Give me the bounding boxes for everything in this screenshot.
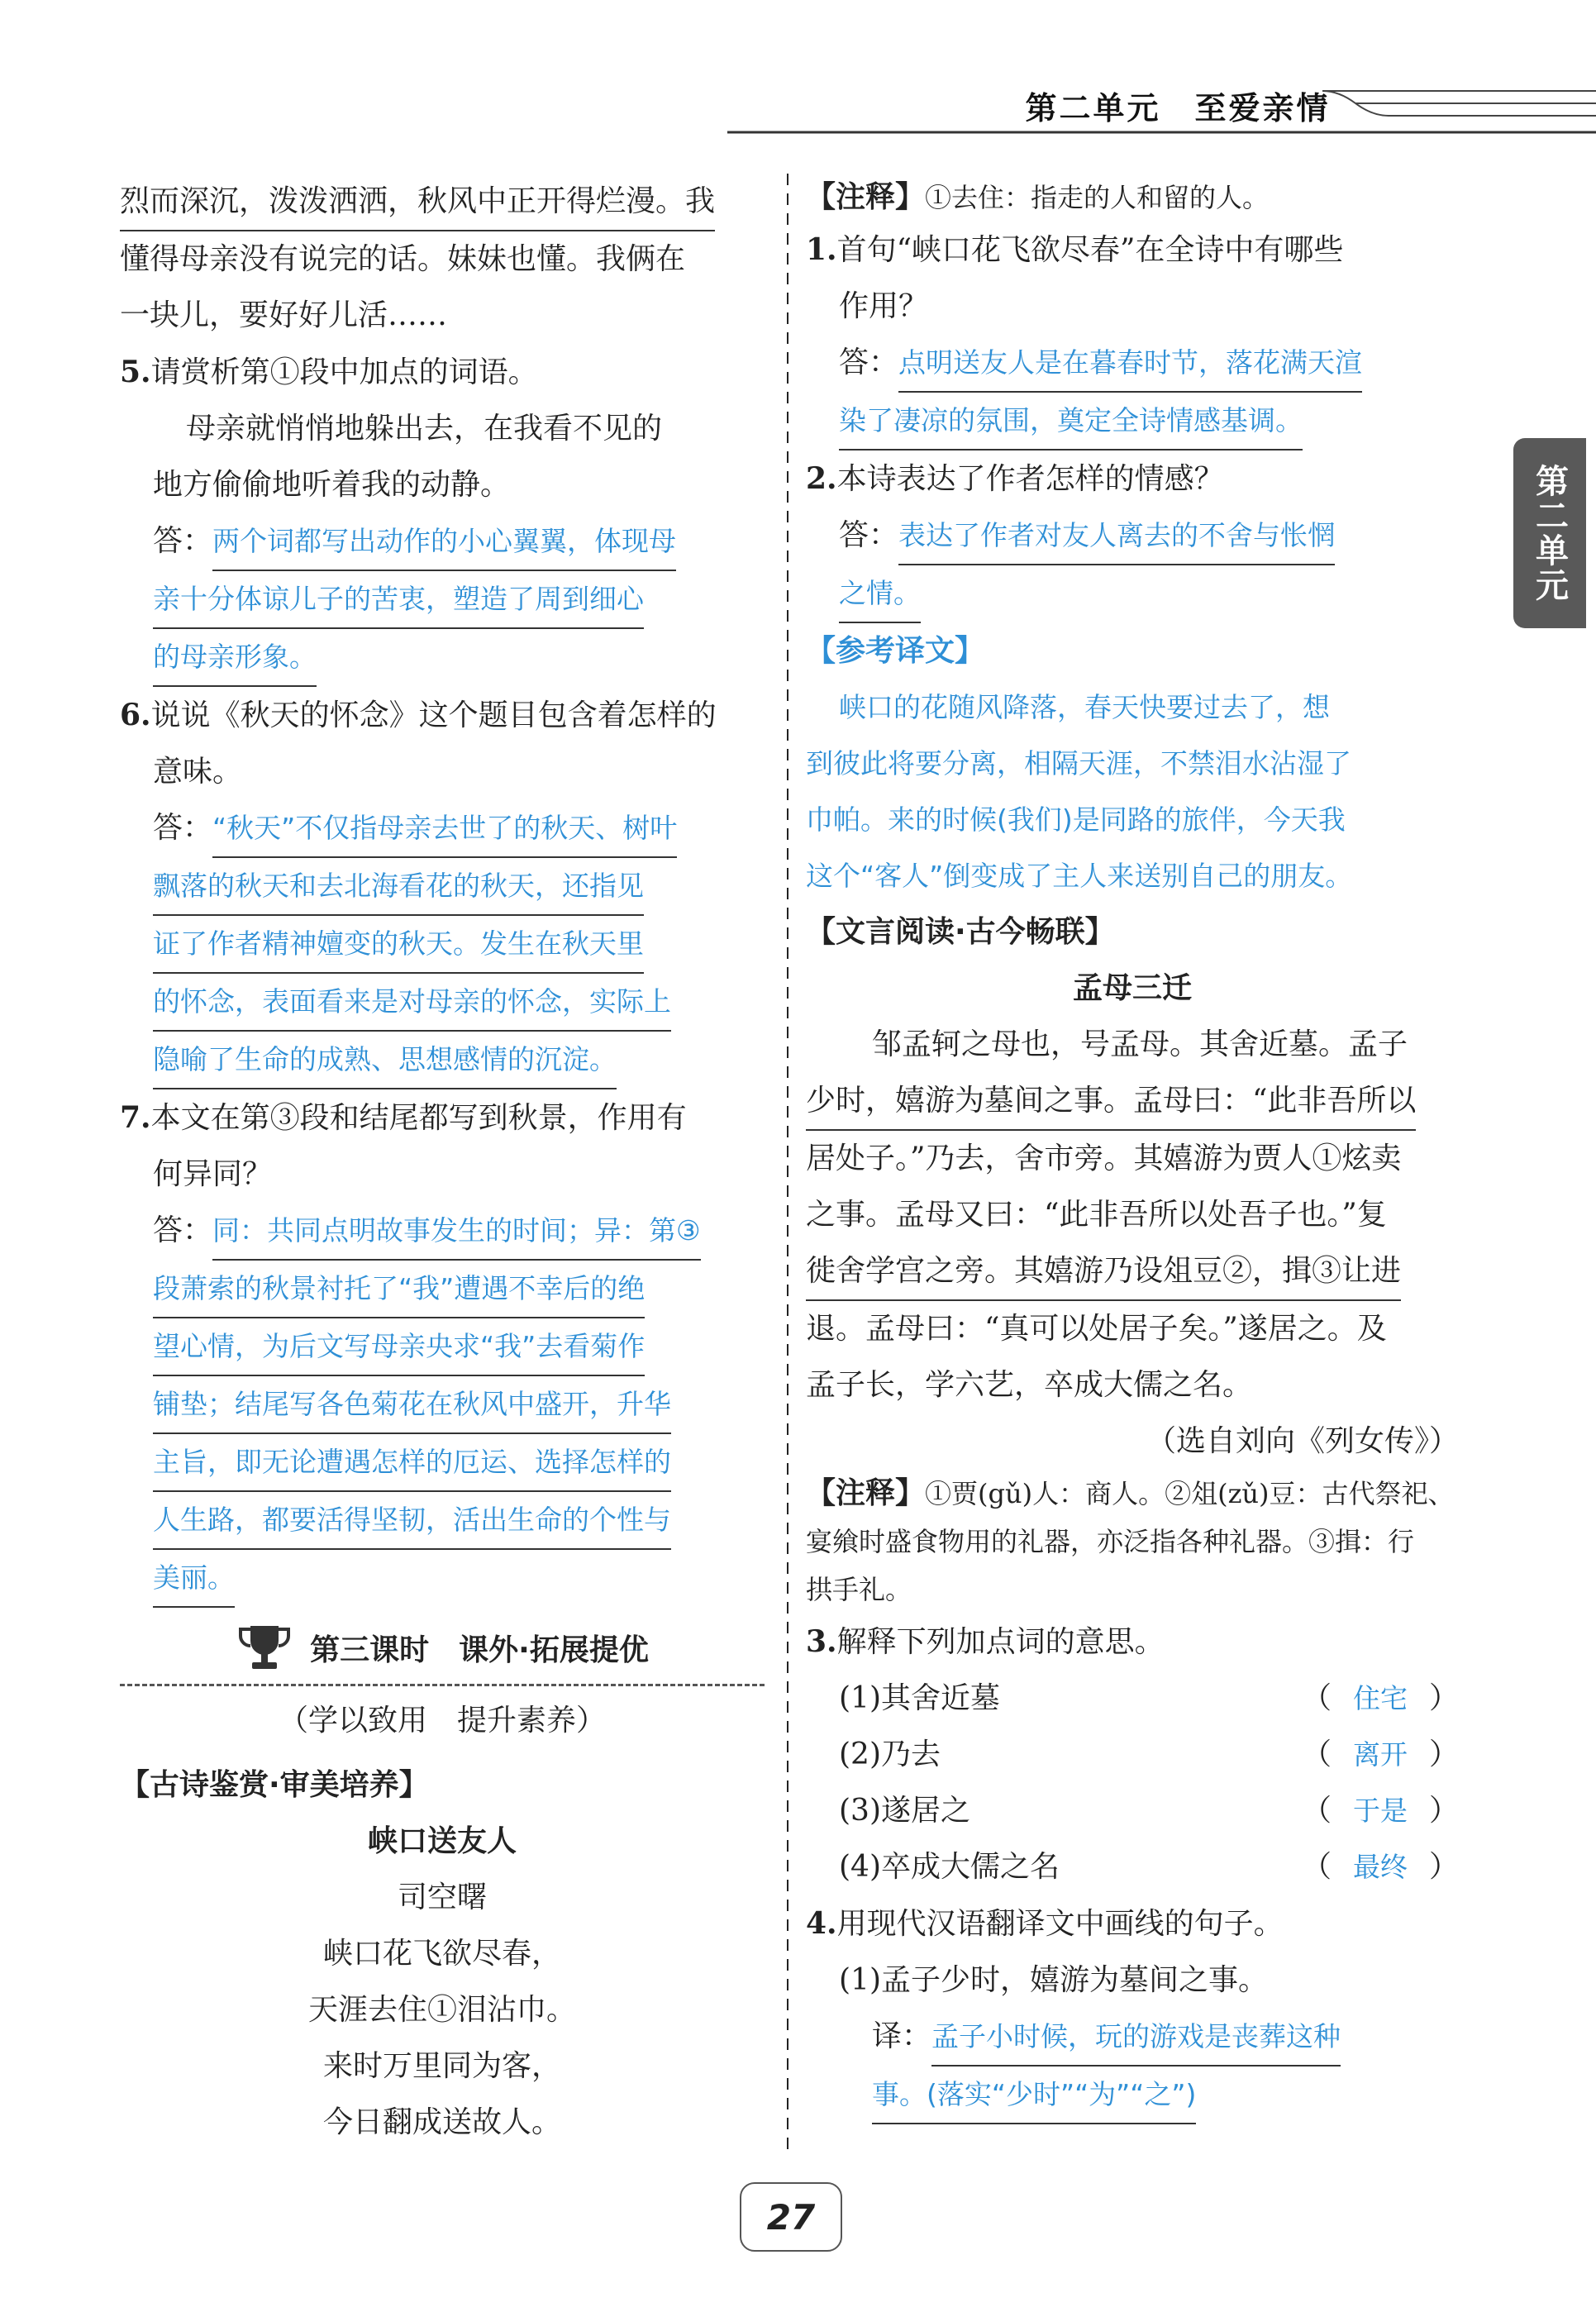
wenyan-line: 孟子长，学六艺，卒成大儒之名。 [806,1368,1253,1402]
answer-line: 事。(落实“少时”“为”“之”) [806,2066,1459,2124]
question-1: 1.首句“峡口花飞欲尽春”在全诗中有哪些 [806,232,1344,267]
question-2: 2.本诗表达了作者怎样的情感？ [806,461,1224,496]
source-citation: （选自刘向《列女传》） [1146,1424,1459,1458]
translation-line: 峡口的花随风降落，春天快要过去了，想 [839,691,1330,723]
dashed-divider [120,1684,765,1686]
answer-line: 答：点明送友人是在暮春时节，落花满天渲 [806,335,1459,393]
question-6-cont: 意味。 [153,755,243,789]
wenyan-section-title: 【文言阅读·古今畅联】 [806,915,1115,949]
question-4-sub: (1)孟子少时，嬉游为墓间之事。 [839,1963,1268,1997]
answer-line: 之情。 [806,565,1459,623]
poem-section-title: 【古诗鉴赏·审美培养】 [120,1768,429,1802]
wenyan-line: 之事。孟母又曰：“此非吾所以处吾子也。”复 [806,1198,1387,1232]
poem-author: 司空曙 [397,1881,487,1914]
answer-line: 答：同：共同点明故事发生的时间；异：第③ [120,1203,765,1261]
poem-note: 【注释】①去住：指走的人和留的人。 [806,180,1270,214]
wenyan-line: 居处子。”乃去，舍市旁。其嬉游为贾人①炫卖 [806,1142,1402,1175]
lesson-subtitle: （学以致用 提升素养） [278,1704,606,1738]
right-column [806,174,1459,2124]
answer-line: 隐喻了生命的成熟、思想感情的沉淀。 [120,1032,765,1089]
lesson-heading: 第三课时 课外·拓展提优 [120,1614,765,1680]
answer-line: 主旨，即无论遭遇怎样的厄运、选择怎样的 [120,1434,765,1492]
quote-line: 母亲就悄悄地躲出去，在我看不见的 [186,412,663,446]
answer-line: 证了作者精神嬗变的秋天。发生在秋天里 [120,916,765,974]
poem-line: 天涯去住①泪沾巾。 [307,1993,576,2027]
poem-line: 今日翻成送故人。 [322,2105,561,2139]
answer-line: 望心情，为后文写母亲央求“我”去看菊作 [120,1318,765,1376]
answer-line: 答：“秋天”不仅指母亲去世了的秋天、树叶 [120,800,765,858]
vocab-item: (4)卒成大儒之名 （ 最终 ） [839,1850,1459,1884]
wenyan-note: 【注释】①贾(gǔ)人：商人。②俎(zǔ)豆：古代祭祀、 [806,1476,1455,1510]
answer-line: 的怀念，表面看来是对母亲的怀念，实际上 [120,974,765,1032]
answer-line: 答：表达了作者对友人离去的不舍与怅惘 [806,508,1459,565]
question-6: 6.说说《秋天的怀念》这个题目包含着怎样的 [120,698,717,732]
wenyan-line: 少时，嬉游为墓间之事。孟母曰：“此非吾所以 [806,1073,1459,1131]
answer-line: 亲十分体谅儿子的苦衷，塑造了周到细心 [120,571,765,629]
answer-line: 铺垫；结尾写各色菊花在秋风中盛开，升华 [120,1376,765,1434]
left-column [120,174,765,2151]
unit-side-tab: 第二单元 [1513,438,1586,628]
translation-line: 这个“客人”倒变成了主人来送别自己的朋友。 [806,860,1353,892]
wenyan-note: 拱手礼。 [806,1574,912,1605]
header-decoration [0,58,1596,149]
question-3: 3.解释下列加点词的意思。 [806,1624,1165,1659]
column-divider [780,174,795,2157]
translation-line: 到彼此将要分离，相隔天涯，不禁泪水沾湿了 [806,747,1351,779]
wenyan-line: 邹孟轲之母也，号孟母。其舍近墓。孟子 [872,1027,1408,1061]
question-5: 5.请赏析第①段中加点的词语。 [120,355,538,389]
poem-line: 来时万里同为客， [322,2049,561,2083]
wenyan-line: 徙舍学宫之旁。其嬉游乃设俎豆②，揖③让进 [806,1243,1459,1301]
vocab-item: (3)遂居之 （ 于是 ） [839,1794,1459,1828]
answer-line: 答：两个词都写出动作的小心翼翼，体现母 [120,513,765,571]
question-4: 4.用现代汉语翻译文中画线的句子。 [806,1906,1284,1941]
answer-line: 译：孟子小时候，玩的游戏是丧葬这种 [806,2009,1459,2066]
question-7-cont: 何异同？ [153,1157,273,1191]
vocab-item: (1)其舍近墓 （ 住宅 ） [839,1681,1459,1715]
translation-line: 巾帕。来的时候(我们)是同路的旅伴，今天我 [806,803,1346,836]
question-7: 7.本文在第③段和结尾都写到秋景，作用有 [120,1100,687,1135]
poem-line: 峡口花飞欲尽春， [322,1937,561,1971]
unit-title: 第二单元 至爱亲情 [1025,90,1331,126]
poem-title: 峡口送友人 [367,1824,517,1858]
reference-translation-title: 【参考译文】 [806,634,985,668]
wenyan-title: 孟母三迁 [1072,971,1192,1005]
answer-line: 的母亲形象。 [120,629,765,687]
question-1-cont: 作用？ [839,289,929,323]
answer-line: 飘落的秋天和去北海看花的秋天，还指见 [120,858,765,916]
passage-line: 烈而深沉，泼泼洒洒，秋风中正开得烂漫。我 [120,174,765,231]
vocab-item: (2)乃去 （ 离开 ） [839,1738,1459,1771]
answer-line: 人生路，都要活得坚韧，活出生命的个性与 [120,1492,765,1550]
quote-line: 地方偷偷地听着我的动静。 [153,468,511,502]
passage-line: 一块儿，要好好儿活…… [120,298,448,332]
passage-line: 懂得母亲没有说完的话。妹妹也懂。我俩在 [120,242,686,276]
answer-line: 段萧索的秋景衬托了“我”遭遇不幸后的绝 [120,1261,765,1318]
answer-line: 染了凄凉的氛围，奠定全诗情感基调。 [806,393,1459,450]
wenyan-note: 宴飨时盛食物用的礼器，亦泛指各种礼器。③揖：行 [806,1526,1415,1557]
trophy-icon [236,1621,293,1674]
page-number: 27 [740,2182,842,2252]
answer-line: 美丽。 [120,1550,765,1608]
wenyan-line: 退。孟母曰：“真可以处居子矣。”遂居之。及 [806,1312,1387,1346]
